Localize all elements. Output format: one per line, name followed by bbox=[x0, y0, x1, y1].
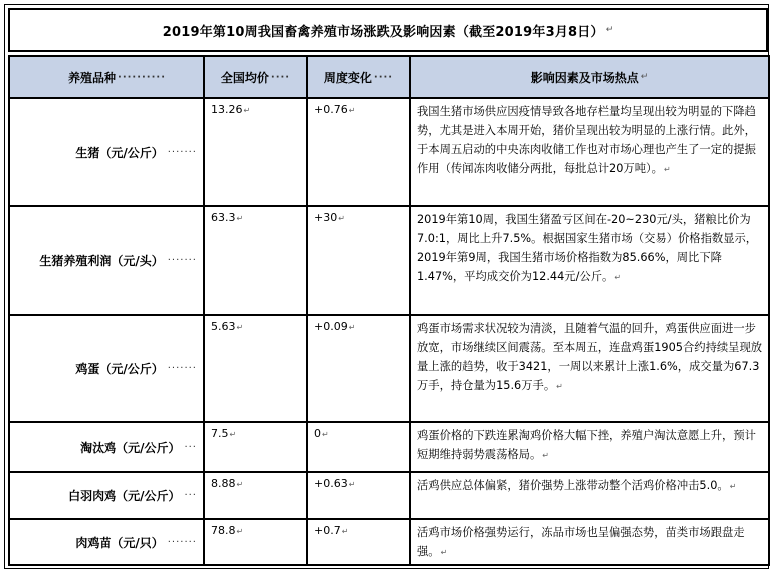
paragraph-mark-icon: ↵ bbox=[348, 480, 356, 489]
factors-text: 2019年第10周，我国生猪盈亏区间在-20~230元/头，猪粮比价为7.0:1，周比上升7.5%。根据国家生猪市场（交易）价格指数显示，2019年第9周，我国生猪市场价格指数为85.66%，周比下降1.47%，平均成交价为12.44元/公斤。 bbox=[417, 213, 758, 283]
paragraph-mark-icon: ↵ bbox=[322, 430, 329, 439]
avg-price-value: 7.5 bbox=[211, 427, 229, 440]
header-avg-price bbox=[204, 56, 307, 98]
factors-cell bbox=[410, 472, 769, 519]
title-box bbox=[8, 8, 768, 52]
header-weekly-change bbox=[307, 56, 410, 98]
paragraph-mark-icon: ↵ bbox=[542, 451, 549, 460]
header-weekly-change-label: 周度变化 bbox=[323, 70, 372, 85]
variety-label: 生猪养殖利润（元/头） bbox=[39, 254, 164, 268]
avg-price-cell bbox=[204, 206, 307, 315]
variety-cell bbox=[9, 519, 204, 565]
avg-price-value: 13.26 bbox=[211, 103, 243, 116]
header-row bbox=[9, 56, 769, 98]
table-row bbox=[9, 206, 769, 315]
weekly-change-value: 0 bbox=[314, 427, 321, 440]
variety-label: 白羽肉鸡（元/公斤） bbox=[68, 489, 181, 503]
paragraph-mark-icon: ↵ bbox=[236, 323, 244, 332]
factors-text: 鸡蛋价格的下跌连累淘鸡价格大幅下挫，养殖户淘汰意愿上升，预计短期维持弱势震荡格局。 bbox=[417, 429, 756, 461]
paragraph-mark-icon: ↵ bbox=[229, 430, 237, 439]
paragraph-mark-icon: ↵ bbox=[348, 323, 356, 332]
weekly-change-cell bbox=[307, 519, 410, 565]
paragraph-mark-icon: ↵ bbox=[348, 106, 356, 115]
avg-price-value: 8.88 bbox=[211, 477, 236, 490]
leader-dots: ······· bbox=[167, 255, 197, 266]
variety-cell bbox=[9, 98, 204, 206]
variety-label: 生猪（元/公斤） bbox=[75, 145, 164, 160]
factors-text: 活鸡供应总体偏紧，猪价强势上涨带动整个活鸡价格冲击5.0。 bbox=[417, 479, 729, 492]
weekly-change-value: +30 bbox=[314, 211, 338, 224]
paragraph-mark-icon: ↵ bbox=[729, 482, 737, 491]
table-row bbox=[9, 98, 769, 206]
header-factors-label: 影响因素及市场热点 bbox=[530, 70, 639, 85]
leader-dots: ······· bbox=[167, 146, 197, 158]
variety-cell bbox=[9, 472, 204, 519]
header-variety-label: 养殖品种 bbox=[68, 70, 117, 85]
paragraph-mark-icon: ↵ bbox=[236, 480, 244, 489]
paragraph-mark-icon: ↵ bbox=[243, 106, 251, 115]
factors-cell bbox=[410, 422, 769, 472]
table-row bbox=[9, 315, 769, 422]
weekly-change-cell bbox=[307, 206, 410, 315]
paragraph-mark-icon: ↵ bbox=[605, 25, 614, 35]
avg-price-cell bbox=[204, 519, 307, 565]
variety-cell bbox=[9, 422, 204, 472]
avg-price-value: 5.63 bbox=[211, 320, 236, 333]
leader-dots: ······· bbox=[167, 536, 197, 548]
weekly-change-cell bbox=[307, 472, 410, 519]
weekly-change-cell bbox=[307, 422, 410, 472]
paragraph-mark-icon: ↵ bbox=[663, 165, 671, 174]
paragraph-mark-icon: ↵ bbox=[338, 214, 345, 223]
avg-price-cell bbox=[204, 315, 307, 422]
factors-cell bbox=[410, 519, 769, 565]
paragraph-mark-icon: ↵ bbox=[440, 548, 448, 557]
paragraph-mark-icon: ↵ bbox=[614, 273, 622, 282]
variety-label: 肉鸡苗（元/只） bbox=[75, 535, 164, 550]
leader-dots: ···· bbox=[270, 71, 291, 83]
header-variety bbox=[9, 56, 204, 98]
leader-dots: ··· bbox=[184, 441, 197, 453]
factors-text: 活鸡市场价格强势运行，冻品市场也呈偏强态势，苗类市场跟盘走强。 bbox=[417, 526, 745, 558]
avg-price-cell bbox=[204, 472, 307, 519]
avg-price-cell bbox=[204, 422, 307, 472]
paragraph-mark-icon: ↵ bbox=[236, 214, 244, 223]
leader-dots: ······· bbox=[167, 363, 197, 374]
factors-text: 我国生猪市场供应因疫情导致各地存栏量均呈现出较为明显的下降趋势，尤其是进入本周开始，猪价呈现出较为明显的上涨行情。此外，于本周五启动的中央冻肉收储工作也对市场心理也产生了一定的提振作用（传闻冻肉收储分两批，每批总计20万吨）。 bbox=[417, 105, 756, 175]
header-avg-price-label: 全国均价 bbox=[220, 70, 269, 85]
avg-price-value: 63.3 bbox=[211, 211, 236, 224]
weekly-change-value: +0.7 bbox=[314, 524, 341, 537]
variety-cell bbox=[9, 315, 204, 422]
weekly-change-value: +0.63 bbox=[314, 477, 348, 490]
page-title: 2019年第10周我国畜禽养殖市场涨跌及影响因素（截至2019年3月8日） bbox=[162, 24, 604, 40]
paragraph-mark-icon: ↵ bbox=[341, 527, 349, 536]
variety-label: 鸡蛋（元/公斤） bbox=[75, 362, 164, 376]
table-row bbox=[9, 519, 769, 565]
leader-dots: ·········· bbox=[118, 71, 167, 83]
variety-label: 淘汰鸡（元/公斤） bbox=[80, 440, 181, 455]
factors-cell bbox=[410, 206, 769, 315]
table-row bbox=[9, 422, 769, 472]
market-table bbox=[8, 55, 770, 566]
paragraph-mark-icon: ↵ bbox=[236, 527, 244, 536]
variety-cell bbox=[9, 206, 204, 315]
factors-cell bbox=[410, 98, 769, 206]
weekly-change-value: +0.76 bbox=[314, 103, 348, 116]
leader-dots: ···· bbox=[373, 71, 394, 83]
leader-dots: ··· bbox=[184, 490, 197, 501]
weekly-change-cell bbox=[307, 315, 410, 422]
paragraph-mark-icon: ↵ bbox=[556, 382, 563, 391]
weekly-change-value: +0.09 bbox=[314, 320, 348, 333]
avg-price-value: 78.8 bbox=[211, 524, 236, 537]
weekly-change-cell bbox=[307, 98, 410, 206]
header-factors bbox=[410, 56, 769, 98]
table-row bbox=[9, 472, 769, 519]
factors-text: 鸡蛋市场需求状况较为清淡，且随着气温的回升，鸡蛋供应面进一步放宽，市场继续区间震荡。至本周五，连盘鸡蛋1905合约持续呈现放量上涨的趋势，收于3421，一周以来累计上涨1.6%，成交量为67.3万手，持仓量为15.6万手。 bbox=[417, 322, 763, 392]
paragraph-mark-icon: ↵ bbox=[640, 72, 649, 82]
factors-cell bbox=[410, 315, 769, 422]
avg-price-cell bbox=[204, 98, 307, 206]
